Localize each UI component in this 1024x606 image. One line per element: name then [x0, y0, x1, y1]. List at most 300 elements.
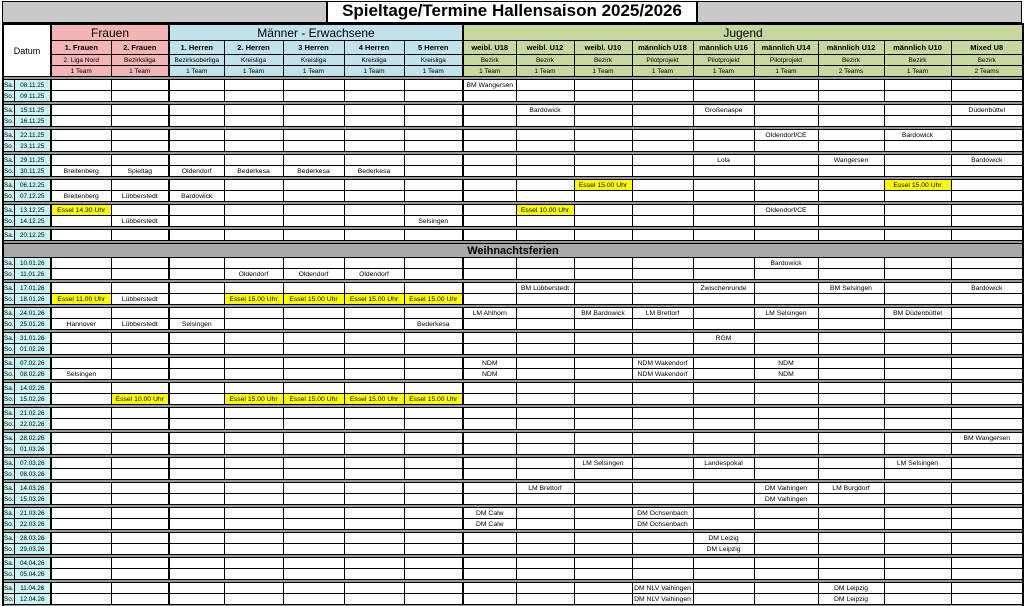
- empty-cell: [516, 494, 574, 505]
- empty-cell: [344, 408, 404, 419]
- schedule-row: [3, 269, 1023, 280]
- empty-cell: [111, 105, 169, 116]
- event-cell: DM Leipzig: [693, 544, 754, 555]
- empty-cell: [51, 583, 111, 594]
- empty-cell: [693, 269, 754, 280]
- empty-cell: [574, 333, 632, 344]
- empty-cell: [283, 141, 344, 152]
- empty-cell: [404, 141, 463, 152]
- column-liga-f1: 2. Liga Nord: [51, 55, 111, 66]
- empty-cell: [951, 533, 1023, 544]
- title-bar: [2, 1, 1022, 23]
- empty-cell: [884, 258, 951, 269]
- empty-cell: [169, 344, 224, 355]
- empty-cell: [111, 544, 169, 555]
- empty-cell: [516, 91, 574, 102]
- empty-cell: [404, 269, 463, 280]
- empty-cell: [463, 155, 516, 166]
- event-cell: Oldendorf: [344, 269, 404, 280]
- empty-cell: [632, 419, 693, 430]
- event-cell: LM Selsingen: [884, 458, 951, 469]
- empty-cell: [463, 344, 516, 355]
- empty-cell: [169, 80, 224, 91]
- empty-cell: [632, 344, 693, 355]
- empty-cell: [111, 116, 169, 127]
- empty-cell: [111, 408, 169, 419]
- empty-cell: [169, 105, 224, 116]
- empty-cell: [754, 141, 818, 152]
- empty-cell: [516, 458, 574, 469]
- group-header-2: Jugend: [463, 24, 1023, 41]
- empty-cell: [224, 80, 283, 91]
- empty-cell: [574, 344, 632, 355]
- empty-cell: [111, 258, 169, 269]
- event-cell: NDM: [463, 369, 516, 380]
- empty-cell: [344, 105, 404, 116]
- empty-cell: [754, 383, 818, 394]
- empty-cell: [463, 191, 516, 202]
- empty-cell: [283, 180, 344, 191]
- empty-cell: [51, 283, 111, 294]
- weihnachtsferien-band: Weihnachtsferien: [3, 244, 1023, 258]
- event-cell: LM Brettorf: [632, 308, 693, 319]
- day-cell: So.: [4, 192, 14, 200]
- day-cell: So.: [4, 495, 14, 503]
- empty-cell: [754, 80, 818, 91]
- date-cell: 20.12.25: [14, 230, 51, 241]
- empty-cell: [283, 533, 344, 544]
- empty-cell: [818, 116, 884, 127]
- event-cell: Selsingen: [51, 369, 111, 380]
- event-cell: Essel 15.00 Uhr: [224, 294, 283, 305]
- empty-cell: [516, 594, 574, 605]
- empty-cell: [754, 216, 818, 227]
- empty-cell: [574, 319, 632, 330]
- date-cell: 15.02.26: [14, 394, 51, 405]
- date-cell: 22.02.26: [14, 419, 51, 430]
- empty-cell: [283, 308, 344, 319]
- empty-cell: [693, 230, 754, 241]
- empty-cell: [516, 533, 574, 544]
- empty-cell: [632, 258, 693, 269]
- empty-cell: [283, 333, 344, 344]
- empty-cell: [224, 494, 283, 505]
- table-body: [3, 77, 1023, 606]
- empty-cell: [224, 469, 283, 480]
- empty-cell: [283, 483, 344, 494]
- empty-cell: [951, 483, 1023, 494]
- empty-cell: [516, 433, 574, 444]
- empty-cell: [344, 508, 404, 519]
- empty-cell: [818, 369, 884, 380]
- empty-cell: [111, 155, 169, 166]
- empty-cell: [693, 569, 754, 580]
- empty-cell: [951, 394, 1023, 405]
- empty-cell: [951, 294, 1023, 305]
- empty-cell: [51, 130, 111, 141]
- empty-cell: [283, 508, 344, 519]
- empty-cell: [818, 469, 884, 480]
- empty-cell: [404, 166, 463, 177]
- empty-cell: [754, 433, 818, 444]
- empty-cell: [754, 508, 818, 519]
- empty-cell: [344, 519, 404, 530]
- empty-cell: [344, 130, 404, 141]
- day-cell: Sa.: [4, 309, 14, 317]
- empty-cell: [693, 308, 754, 319]
- empty-cell: [283, 116, 344, 127]
- schedule-row: [3, 180, 1023, 191]
- empty-cell: [404, 308, 463, 319]
- empty-cell: [283, 216, 344, 227]
- empty-cell: [344, 358, 404, 369]
- empty-cell: [693, 216, 754, 227]
- empty-cell: [574, 394, 632, 405]
- empty-cell: [951, 583, 1023, 594]
- empty-cell: [516, 333, 574, 344]
- event-cell: BM Düdenbüttel: [884, 308, 951, 319]
- empty-cell: [224, 258, 283, 269]
- schedule-row: [3, 358, 1023, 369]
- empty-cell: [463, 216, 516, 227]
- empty-cell: [404, 408, 463, 419]
- empty-cell: [754, 533, 818, 544]
- date-cell: 09.11.25: [14, 91, 51, 102]
- empty-cell: [283, 583, 344, 594]
- empty-cell: [884, 583, 951, 594]
- empty-cell: [951, 216, 1023, 227]
- empty-cell: [516, 544, 574, 555]
- empty-cell: [463, 444, 516, 455]
- empty-cell: [516, 166, 574, 177]
- column-teams-h2: 1 Team: [224, 66, 283, 77]
- empty-cell: [754, 344, 818, 355]
- empty-cell: [632, 269, 693, 280]
- empty-cell: [632, 80, 693, 91]
- empty-cell: [463, 258, 516, 269]
- empty-cell: [693, 258, 754, 269]
- table-header: [3, 24, 1023, 77]
- empty-cell: [818, 558, 884, 569]
- empty-cell: [574, 130, 632, 141]
- empty-cell: [344, 91, 404, 102]
- event-cell: DM Leipzig: [818, 594, 884, 605]
- empty-cell: [283, 319, 344, 330]
- date-cell: 21.03.26: [14, 508, 51, 519]
- day-cell: Sa.: [4, 409, 14, 417]
- empty-cell: [951, 258, 1023, 269]
- empty-cell: [754, 116, 818, 127]
- empty-cell: [951, 191, 1023, 202]
- empty-cell: [818, 508, 884, 519]
- empty-cell: [404, 91, 463, 102]
- date-cell: 23.11.25: [14, 141, 51, 152]
- empty-cell: [463, 283, 516, 294]
- empty-cell: [344, 594, 404, 605]
- event-cell: Oldendorf: [283, 269, 344, 280]
- group-header-1: Männer - Erwachsene: [169, 24, 463, 41]
- empty-cell: [224, 216, 283, 227]
- empty-cell: [951, 116, 1023, 127]
- empty-cell: [574, 469, 632, 480]
- empty-cell: [693, 483, 754, 494]
- schedule-row: [3, 558, 1023, 569]
- date-cell: 17.01.26: [14, 283, 51, 294]
- empty-cell: [632, 155, 693, 166]
- empty-cell: [51, 594, 111, 605]
- empty-cell: [51, 444, 111, 455]
- empty-cell: [111, 283, 169, 294]
- empty-cell: [632, 494, 693, 505]
- empty-cell: [344, 458, 404, 469]
- empty-cell: [693, 494, 754, 505]
- empty-cell: [111, 558, 169, 569]
- event-cell: BM Selsingen: [818, 283, 884, 294]
- date-cell: 14.03.26: [14, 483, 51, 494]
- empty-cell: [632, 433, 693, 444]
- column-name-h2: 2. Herren: [224, 41, 283, 55]
- empty-cell: [283, 283, 344, 294]
- empty-cell: [344, 191, 404, 202]
- empty-cell: [754, 444, 818, 455]
- empty-cell: [818, 294, 884, 305]
- empty-cell: [884, 594, 951, 605]
- empty-cell: [574, 155, 632, 166]
- event-cell: Spieltag: [111, 166, 169, 177]
- column-name-h5: 5 Herren: [404, 41, 463, 55]
- schedule-row: [3, 130, 1023, 141]
- date-cell: 31.01.26: [14, 333, 51, 344]
- empty-cell: [169, 294, 224, 305]
- empty-cell: [818, 205, 884, 216]
- empty-cell: [574, 369, 632, 380]
- empty-cell: [463, 394, 516, 405]
- schedule-row: [3, 444, 1023, 455]
- empty-cell: [516, 569, 574, 580]
- column-name-h4: 4 Herren: [344, 41, 404, 55]
- empty-cell: [404, 358, 463, 369]
- empty-cell: [404, 533, 463, 544]
- empty-cell: [632, 230, 693, 241]
- column-liga-wu10: Bezirk: [574, 55, 632, 66]
- empty-cell: [404, 433, 463, 444]
- empty-cell: [224, 130, 283, 141]
- empty-cell: [693, 419, 754, 430]
- empty-cell: [574, 408, 632, 419]
- empty-cell: [884, 469, 951, 480]
- empty-cell: [574, 569, 632, 580]
- empty-cell: [818, 180, 884, 191]
- empty-cell: [344, 333, 404, 344]
- empty-cell: [344, 483, 404, 494]
- empty-cell: [754, 519, 818, 530]
- empty-cell: [951, 130, 1023, 141]
- empty-cell: [404, 569, 463, 580]
- empty-cell: [884, 216, 951, 227]
- empty-cell: [169, 116, 224, 127]
- event-cell: Oldendorf/CE: [754, 205, 818, 216]
- event-cell: Essel 15.00 Uhr: [574, 180, 632, 191]
- empty-cell: [463, 166, 516, 177]
- day-cell: Sa.: [4, 359, 14, 367]
- empty-cell: [169, 383, 224, 394]
- empty-cell: [283, 230, 344, 241]
- schedule-row: [3, 383, 1023, 394]
- empty-cell: [404, 419, 463, 430]
- event-cell: LM Ahlhorn: [463, 308, 516, 319]
- empty-cell: [951, 444, 1023, 455]
- day-cell: Sa.: [4, 81, 14, 89]
- empty-cell: [169, 308, 224, 319]
- date-cell: 22.11.25: [14, 130, 51, 141]
- empty-cell: [283, 258, 344, 269]
- empty-cell: [574, 544, 632, 555]
- empty-cell: [884, 191, 951, 202]
- event-cell: LM Burgdorf: [818, 483, 884, 494]
- empty-cell: [344, 544, 404, 555]
- empty-cell: [818, 166, 884, 177]
- empty-cell: [693, 166, 754, 177]
- empty-cell: [818, 130, 884, 141]
- empty-cell: [169, 558, 224, 569]
- empty-cell: [754, 283, 818, 294]
- empty-cell: [884, 333, 951, 344]
- empty-cell: [111, 444, 169, 455]
- empty-cell: [224, 308, 283, 319]
- empty-cell: [169, 358, 224, 369]
- day-cell: So.: [4, 595, 14, 603]
- empty-cell: [574, 383, 632, 394]
- empty-cell: [51, 469, 111, 480]
- empty-cell: [404, 369, 463, 380]
- empty-cell: [693, 558, 754, 569]
- event-cell: Essel 10.00 Uhr: [111, 394, 169, 405]
- column-name-mu12: männlich U12: [818, 41, 884, 55]
- day-cell: Sa.: [4, 384, 14, 392]
- empty-cell: [404, 80, 463, 91]
- empty-cell: [754, 166, 818, 177]
- empty-cell: [516, 191, 574, 202]
- empty-cell: [693, 205, 754, 216]
- event-cell: NDM Wakendorf: [632, 369, 693, 380]
- empty-cell: [754, 558, 818, 569]
- empty-cell: [574, 269, 632, 280]
- empty-cell: [169, 394, 224, 405]
- empty-cell: [693, 116, 754, 127]
- empty-cell: [754, 544, 818, 555]
- schedule-row: [3, 91, 1023, 102]
- column-teams-f1: 1 Team: [51, 66, 111, 77]
- day-cell: Sa.: [4, 231, 14, 239]
- date-cell: 15.03.26: [14, 494, 51, 505]
- empty-cell: [111, 533, 169, 544]
- empty-cell: [224, 91, 283, 102]
- date-cell: 15.11.25: [14, 105, 51, 116]
- empty-cell: [463, 419, 516, 430]
- empty-cell: [574, 216, 632, 227]
- empty-cell: [224, 458, 283, 469]
- day-cell: Sa.: [4, 131, 14, 139]
- empty-cell: [344, 308, 404, 319]
- empty-cell: [818, 333, 884, 344]
- event-cell: DM Leizig: [693, 533, 754, 544]
- empty-cell: [111, 205, 169, 216]
- empty-cell: [884, 569, 951, 580]
- empty-cell: [693, 408, 754, 419]
- empty-cell: [404, 469, 463, 480]
- empty-cell: [574, 294, 632, 305]
- column-liga-wu18: Bezirk: [463, 55, 516, 66]
- date-cell: 07.02.26: [14, 358, 51, 369]
- empty-cell: [884, 358, 951, 369]
- empty-cell: [574, 205, 632, 216]
- empty-cell: [111, 458, 169, 469]
- event-cell: Oldendorf/CE: [754, 130, 818, 141]
- empty-cell: [224, 594, 283, 605]
- empty-cell: [169, 230, 224, 241]
- empty-cell: [574, 519, 632, 530]
- empty-cell: [51, 569, 111, 580]
- empty-cell: [516, 80, 574, 91]
- empty-cell: [884, 533, 951, 544]
- event-cell: Bederkesa: [404, 319, 463, 330]
- schedule-row: [3, 155, 1023, 166]
- empty-cell: [344, 569, 404, 580]
- event-cell: Lübberstedt: [111, 294, 169, 305]
- empty-cell: [404, 508, 463, 519]
- empty-cell: [754, 408, 818, 419]
- empty-cell: [51, 216, 111, 227]
- column-liga-mu18: Pilotprojekt: [632, 55, 693, 66]
- empty-cell: [344, 319, 404, 330]
- empty-cell: [344, 583, 404, 594]
- empty-cell: [884, 419, 951, 430]
- empty-cell: [224, 105, 283, 116]
- empty-cell: [111, 369, 169, 380]
- empty-cell: [884, 283, 951, 294]
- empty-cell: [951, 594, 1023, 605]
- empty-cell: [632, 283, 693, 294]
- empty-cell: [51, 394, 111, 405]
- empty-cell: [224, 155, 283, 166]
- empty-cell: [884, 508, 951, 519]
- empty-cell: [693, 191, 754, 202]
- empty-cell: [884, 155, 951, 166]
- day-cell: Sa.: [4, 584, 14, 592]
- empty-cell: [574, 80, 632, 91]
- empty-cell: [111, 519, 169, 530]
- empty-cell: [951, 494, 1023, 505]
- empty-cell: [884, 444, 951, 455]
- event-cell: BM Lübberstedt: [516, 283, 574, 294]
- event-cell: Düdenbüttel: [951, 105, 1023, 116]
- empty-cell: [224, 205, 283, 216]
- column-liga-u8: Bezirk: [951, 55, 1023, 66]
- date-cell: 28.03.26: [14, 533, 51, 544]
- date-cell: 01.03.26: [14, 444, 51, 455]
- schedule-row: [3, 105, 1023, 116]
- event-cell: NDM: [754, 369, 818, 380]
- empty-cell: [951, 519, 1023, 530]
- empty-cell: [111, 469, 169, 480]
- date-cell: 01.02.26: [14, 344, 51, 355]
- empty-cell: [283, 433, 344, 444]
- date-cell: 06.12.25: [14, 180, 51, 191]
- day-cell: So.: [4, 117, 14, 125]
- schedule-row: [3, 569, 1023, 580]
- empty-cell: [463, 141, 516, 152]
- empty-cell: [574, 583, 632, 594]
